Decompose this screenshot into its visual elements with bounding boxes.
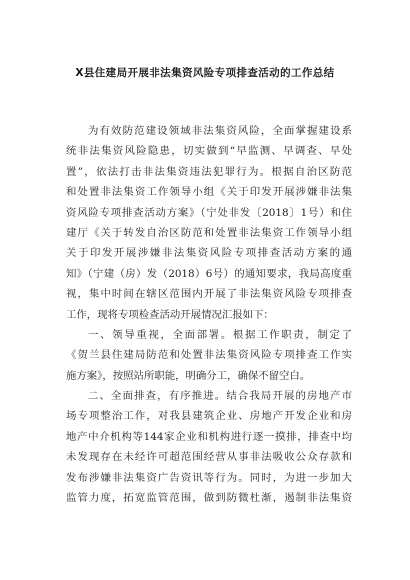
body-line: 为有效防范建设领域非法集资风险，全面掌握建设系	[88, 125, 352, 137]
body-line: 置”，依法打击非法集资违法犯罪行为。根据自治区防范	[66, 165, 352, 178]
body-line: 施方案》，按照站所职能，明确分工，确保不留空白。	[66, 369, 311, 382]
body-line: 《贺兰县住建局防范和处置非法集资风险专项排查工作实	[66, 349, 352, 362]
body-line: 关于印发开展涉嫌非法集资风险专项排查活动方案的通	[66, 247, 352, 260]
body-line: 一、领导重视，全面部署。根据工作职责，制定了	[88, 328, 352, 341]
body-line: 和处置非法集资工作领导小组《关于印发开展涉嫌非法集	[66, 186, 352, 199]
document-title: X县住建局开展非法集资风险专项排查活动的工作总结	[75, 67, 335, 79]
body-line: 知》（宁建（房）发（2018）6号）的通知要求，我局高度重	[66, 267, 352, 280]
body-line: 监管力度，拓宽监管范围，做到防微杜渐，遏制非法集资	[66, 492, 352, 505]
body-line: 发布涉嫌非法集资广告资讯等行为。同时，为进一步加大	[66, 471, 352, 484]
body-line: 统非法集资风险隐患，切实做到“早监测、早调查、早处	[66, 145, 352, 158]
body-line: 地产中介机构等144家企业和机构进行逐一摸排，排查中均	[66, 430, 352, 443]
body-line: 场专项整治工作，对我县建筑企业、房地产开发企业和房	[66, 410, 352, 423]
body-line: 资风险专项排查活动方案》（宁处非发〔2018〕1号）和住	[66, 206, 352, 219]
document-body	[66, 121, 352, 508]
body-line: 视，集中时间在辖区范围内开展了非法集资风险专项排查	[66, 288, 352, 301]
body-line: 未发现存在未经许可超范围经营从事非法吸收公众存款和	[66, 451, 352, 464]
body-line: 建厅《关于转发自治区防范和处置非法集资工作领导小组	[66, 226, 352, 239]
body-line: 二、全面排查，有序推进。结合我局开展的房地产市	[88, 390, 352, 403]
body-line: 工作，现将专项检查活动开展情况汇报如下：	[66, 308, 274, 321]
